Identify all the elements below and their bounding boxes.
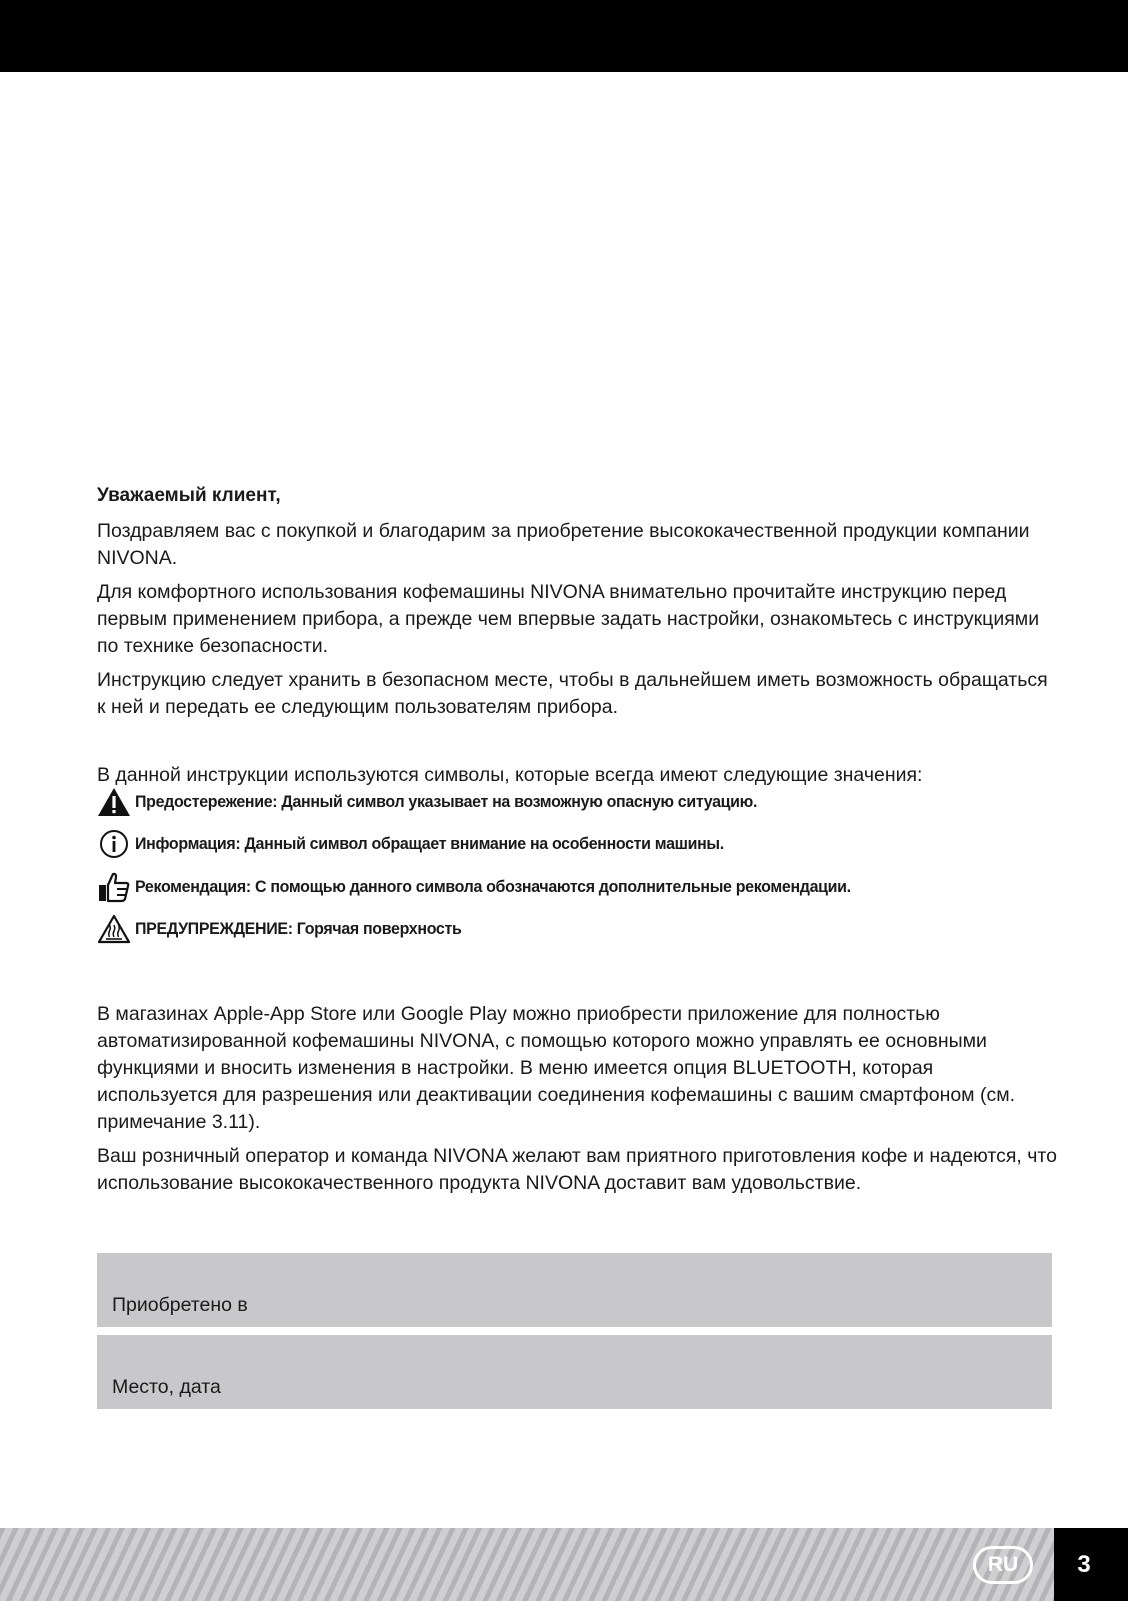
symbol-label-warning: Предостережение: Данный символ указывает на возможную опасную ситуацию. — [135, 792, 758, 811]
footer-pattern-strip — [0, 1528, 1054, 1601]
place-date-label: Место, дата — [112, 1376, 221, 1398]
symbols-intro-text: В данной инструкции используются символы, которые всегда имеют следующие значения: — [97, 764, 923, 786]
hot-surface-icon — [97, 913, 131, 945]
symbol-row-warning — [97, 786, 797, 818]
symbol-label-hot-surface: ПРЕДУПРЕЖДЕНИЕ: Горячая поверхность — [135, 919, 462, 938]
thumbs-up-icon — [97, 871, 131, 903]
symbol-row-recommendation — [97, 871, 896, 903]
top-black-bar — [0, 0, 1128, 72]
app-section — [97, 1001, 1057, 1204]
intro-paragraph-1: Поздравляем вас с покупкой и благодарим за приобретение высококачественной продукции компании NIVONA. — [97, 520, 1030, 569]
symbol-row-info — [97, 828, 761, 860]
symbol-label-info: Информация: Данный символ обращает внимание на особенности машины. — [135, 834, 724, 853]
symbol-label-recommendation: Рекомендация: С помощью данного символа обозначаются дополнительные рекомендации. — [135, 877, 851, 896]
app-paragraph: В магазинах Apple-App Store или Google Play можно приобрести приложение для полностью автоматизированной кофемашины NIVONA, с помощью которого можно управлять ее основными функциями и вносить изменения в настройки. В меню имеется опция BLUETOOTH, которая используется для разрешения или деактивации соединения кофемашины с вашим смартфоном (см. примечание 3.11). — [97, 1003, 1016, 1133]
purchased-at-field[interactable] — [97, 1253, 1052, 1327]
intro-section — [97, 484, 1057, 728]
warning-triangle-icon — [97, 786, 131, 818]
greeting-heading: Уважаемый клиент, — [97, 485, 281, 506]
language-badge: RU — [973, 1546, 1033, 1584]
page-number: 3 — [1054, 1528, 1128, 1601]
symbol-row-hot-surface — [97, 913, 482, 945]
intro-paragraph-2: Для комфортного использования кофемашины NIVONA внимательно прочитайте инструкцию перед первым применением прибора, а прежде чем впервые задать настройки, ознакомьтесь с инструкциями по технике безопасности. — [97, 581, 1040, 657]
purchased-at-label: Приобретено в — [112, 1294, 248, 1316]
place-date-field[interactable] — [97, 1335, 1052, 1409]
intro-paragraph-3: Инструкцию следует хранить в безопасном месте, чтобы в дальнейшем иметь возможность обращаться к ней и передать ее следующим пользователям прибора. — [97, 669, 1048, 718]
closing-paragraph: Ваш розничный оператор и команда NIVONA желают вам приятного приготовления кофе и надеются, что использование высококачественного продукта NIVONA доставит вам удовольствие. — [97, 1145, 1057, 1194]
info-circle-icon — [97, 828, 131, 860]
